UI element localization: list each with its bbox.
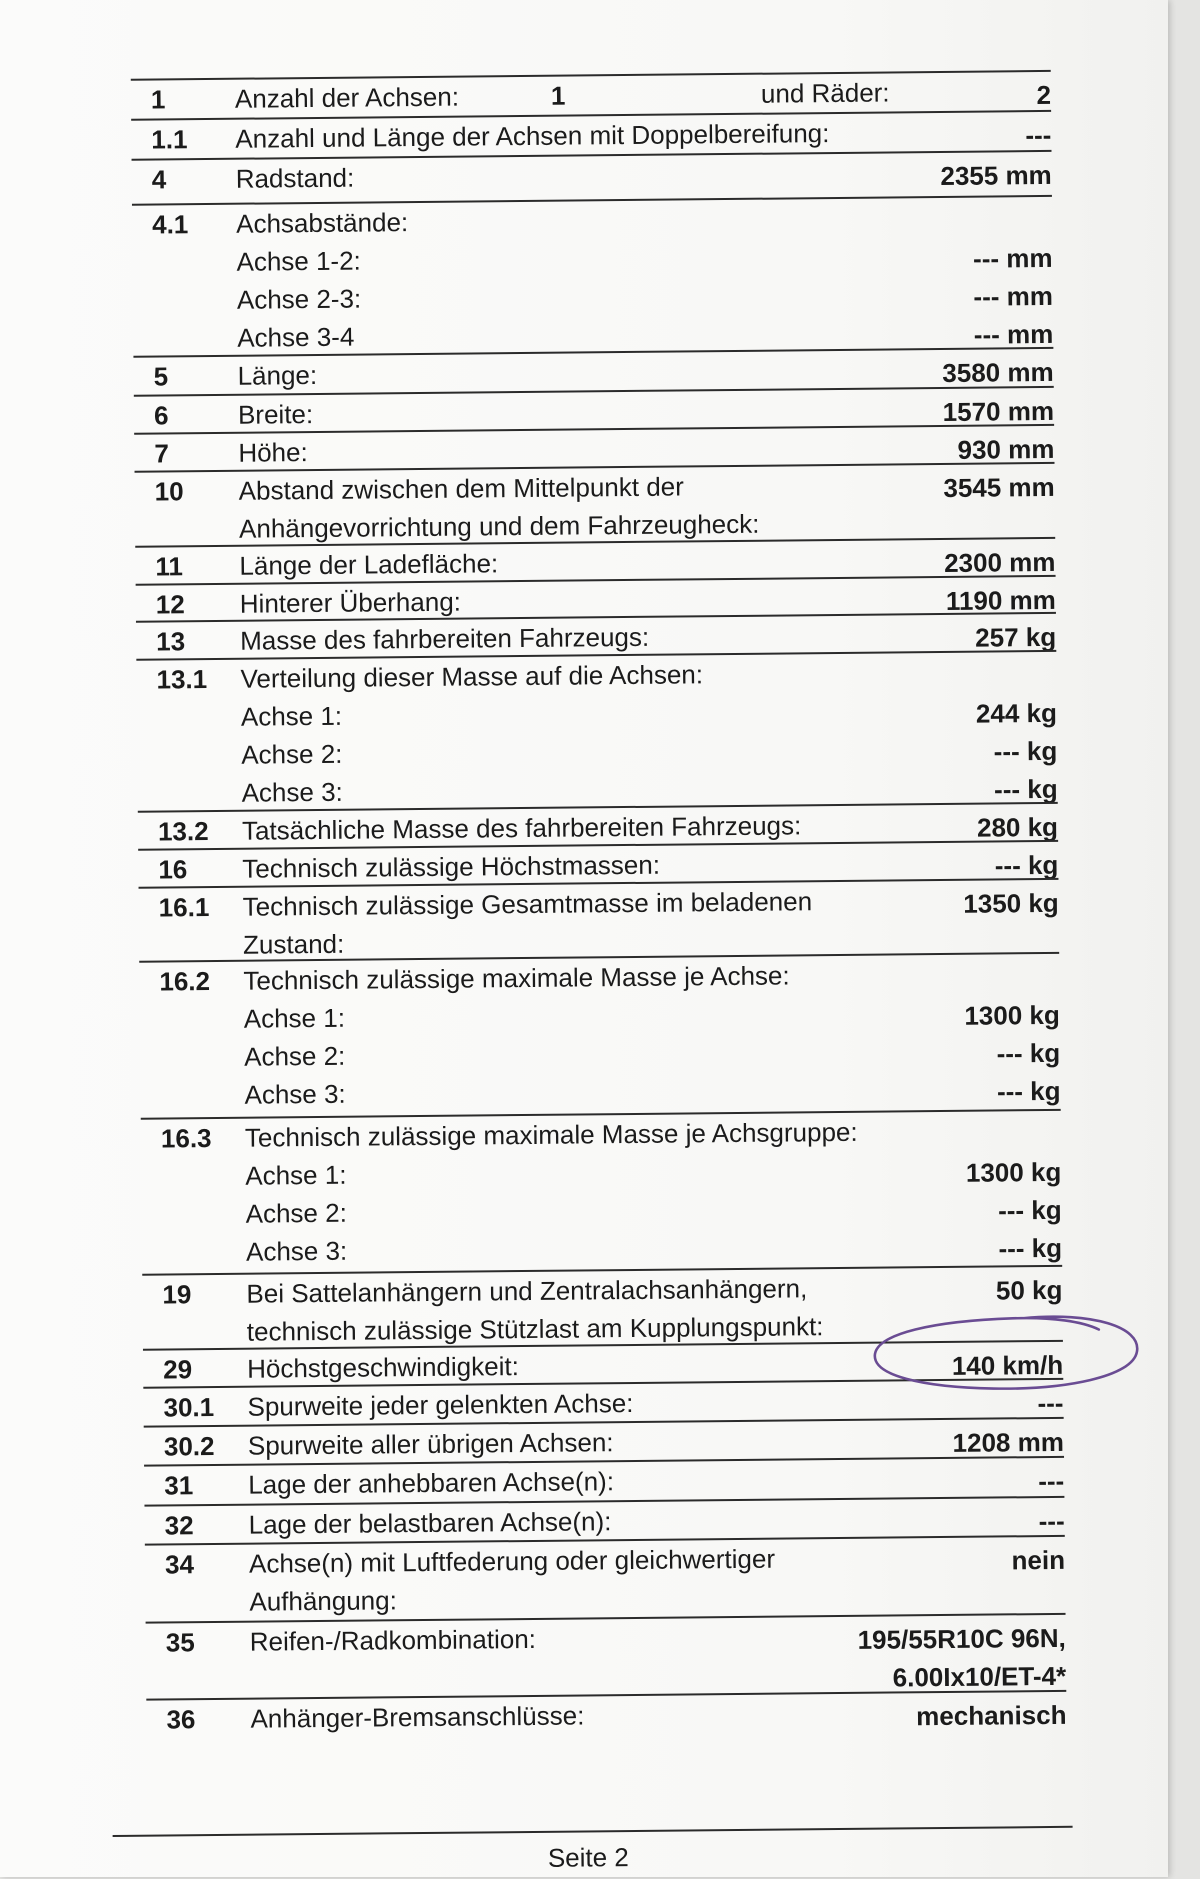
field-value: 2 bbox=[1036, 79, 1052, 111]
sub-value: --- kg bbox=[997, 1194, 1062, 1226]
sub-label: Achse 3-4 bbox=[237, 321, 355, 353]
field-label: Länge: bbox=[237, 359, 318, 391]
sub-label: Achse 1-2: bbox=[236, 245, 361, 277]
page-number: Seite 2 bbox=[547, 1842, 629, 1873]
field-label: Breite: bbox=[237, 399, 314, 430]
field-number: 13.2 bbox=[157, 816, 209, 847]
field-label: Bei Sattelanhängern und Zentralachsanhängern, bbox=[246, 1273, 808, 1309]
sub-label: Achse 1: bbox=[245, 1159, 347, 1191]
sub-value: --- kg bbox=[993, 735, 1058, 767]
field-number: 16.1 bbox=[158, 892, 210, 923]
field-16-1-row bbox=[139, 878, 1060, 965]
field-label: Masse des fahrbereiten Fahrzeugs: bbox=[240, 621, 650, 656]
field-16-2-row bbox=[139, 952, 1060, 1115]
field-value: 50 kg bbox=[995, 1274, 1063, 1306]
field-label: Spurweite aller übrigen Achsen: bbox=[247, 1427, 614, 1461]
max-speed-value: 140 km/h bbox=[951, 1349, 1064, 1381]
sub-value: --- kg bbox=[996, 1075, 1061, 1107]
field-value: 1208 mm bbox=[952, 1426, 1065, 1458]
field-label-continued: technisch zulässige Stützlast am Kupplungspunkt: bbox=[246, 1311, 824, 1347]
handdrawn-circle-annotation bbox=[863, 1307, 1144, 1396]
field-label: Hinterer Überhang: bbox=[239, 586, 462, 619]
field-value: --- bbox=[1025, 119, 1052, 151]
field-label: Achsabstände: bbox=[236, 207, 409, 239]
field-label: Länge der Ladefläche: bbox=[239, 548, 499, 581]
axle-count: 1 bbox=[550, 80, 566, 111]
field-value: --- bbox=[1038, 1465, 1065, 1497]
sub-value: --- mm bbox=[973, 280, 1054, 312]
field-number: 1.1 bbox=[151, 124, 188, 155]
footer-divider bbox=[113, 1826, 1073, 1837]
field-value: 1570 mm bbox=[942, 395, 1055, 427]
sub-label: Achse 3: bbox=[245, 1235, 348, 1267]
field-number: 4.1 bbox=[152, 209, 189, 240]
field-label: Technisch zulässige Gesamtmasse im beladenen bbox=[242, 886, 813, 922]
sub-value: --- mm bbox=[973, 318, 1054, 350]
field-value: 2355 mm bbox=[940, 159, 1052, 191]
field-label: Anzahl der Achsen: bbox=[234, 81, 460, 114]
sub-label: Achse 2: bbox=[241, 738, 343, 770]
sub-value: 1300 kg bbox=[964, 999, 1060, 1031]
sub-label: Achse 3: bbox=[244, 1078, 346, 1110]
sub-label: Achse 2-3: bbox=[236, 283, 362, 315]
field-number: 29 bbox=[163, 1354, 193, 1385]
field-label-continued: Anhängevorrichtung und dem Fahrzeugheck: bbox=[238, 508, 760, 544]
field-label: Höchstgeschwindigkeit: bbox=[247, 1351, 519, 1384]
field-label: Reifen-/Radkombination: bbox=[249, 1623, 537, 1657]
field-number: 34 bbox=[164, 1549, 195, 1580]
field-number: 6 bbox=[153, 400, 169, 431]
sub-label: Achse 1: bbox=[240, 700, 343, 732]
field-number: 13 bbox=[156, 626, 186, 657]
field-label: Anhänger-Bremsanschlüsse: bbox=[250, 1700, 585, 1734]
sub-value: --- kg bbox=[996, 1037, 1061, 1069]
field-13-1-row bbox=[136, 650, 1057, 813]
sub-label: Achse 2: bbox=[244, 1040, 346, 1072]
field-label: Achse(n) mit Luftfederung oder gleichwertiger bbox=[248, 1543, 776, 1579]
field-number: 16 bbox=[158, 854, 188, 885]
field-number: 36 bbox=[166, 1704, 196, 1735]
field-label: Lage der belastbaren Achse(n): bbox=[248, 1506, 612, 1540]
field-label: Lage der anhebbaren Achse(n): bbox=[248, 1466, 615, 1500]
field-value: 3580 mm bbox=[942, 356, 1054, 388]
field-4-1-row bbox=[132, 195, 1053, 358]
field-number: 30.1 bbox=[163, 1392, 215, 1423]
field-value: 257 kg bbox=[975, 621, 1057, 653]
field-value: 280 kg bbox=[976, 811, 1059, 843]
sub-row bbox=[142, 1225, 1062, 1272]
field-label: Verteilung dieser Masse auf die Achsen: bbox=[240, 659, 704, 694]
field-number: 19 bbox=[162, 1279, 192, 1310]
sub-label: Achse 1: bbox=[243, 1002, 346, 1034]
sub-value: --- mm bbox=[972, 242, 1053, 274]
field-label: Spurweite jeder gelenkten Achse: bbox=[247, 1387, 634, 1422]
field-value: --- bbox=[1038, 1505, 1065, 1537]
field-value: --- kg bbox=[994, 849, 1059, 881]
field-number: 7 bbox=[154, 438, 169, 469]
field-value: 2300 mm bbox=[943, 546, 1056, 578]
field-16-3-row bbox=[141, 1109, 1062, 1272]
field-number: 11 bbox=[155, 551, 184, 582]
field-36-row bbox=[146, 1690, 1066, 1739]
sub-value: 244 kg bbox=[975, 697, 1058, 729]
field-number: 35 bbox=[165, 1627, 195, 1658]
field-value: nein bbox=[1011, 1544, 1066, 1576]
sub-value: --- kg bbox=[998, 1232, 1063, 1264]
field-number: 5 bbox=[153, 361, 169, 392]
field-label: Radstand: bbox=[235, 162, 355, 194]
field-number: 12 bbox=[155, 589, 185, 620]
field-label-continued: Zustand: bbox=[242, 928, 345, 960]
field-35-row bbox=[146, 1613, 1067, 1700]
field-34-row bbox=[145, 1535, 1066, 1622]
field-10-row bbox=[135, 462, 1056, 549]
field-value: 1190 mm bbox=[945, 584, 1056, 616]
field-number: 4 bbox=[151, 164, 167, 195]
field-number: 1 bbox=[150, 84, 166, 115]
field-value: 195/55R10C 96N, bbox=[857, 1622, 1066, 1655]
field-number: 16.2 bbox=[159, 966, 211, 997]
field-number: 32 bbox=[164, 1510, 194, 1541]
field-number: 31 bbox=[164, 1470, 194, 1501]
field-value: 1350 kg bbox=[963, 887, 1059, 919]
field-number: 13.1 bbox=[156, 664, 208, 695]
sub-label: Achse 3: bbox=[241, 776, 343, 808]
field-label: Anzahl und Länge der Achsen mit Doppelbereifung: bbox=[235, 118, 830, 154]
field-label-continued: Aufhängung: bbox=[249, 1585, 397, 1617]
field-number: 16.3 bbox=[160, 1123, 212, 1154]
field-value-continued: 6.00Ix10/ET-4* bbox=[892, 1660, 1067, 1693]
sub-value: 1300 kg bbox=[965, 1156, 1062, 1188]
field-label: Abstand zwischen dem Mittelpunkt der bbox=[238, 471, 684, 506]
field-4-row bbox=[132, 150, 1052, 199]
field-value: --- bbox=[1037, 1387, 1064, 1419]
field-number: 10 bbox=[154, 476, 184, 507]
sub-value: --- kg bbox=[993, 773, 1058, 805]
field-label: Tatsächliche Masse des fahrbereiten Fahrzeugs: bbox=[241, 810, 802, 846]
field-value: 3545 mm bbox=[943, 471, 1055, 503]
field-value: 930 mm bbox=[957, 433, 1055, 465]
field-number: 30.2 bbox=[163, 1431, 215, 1462]
field-value: mechanisch bbox=[916, 1699, 1067, 1732]
field-label: Technisch zulässige maximale Masse je Achsgruppe: bbox=[244, 1116, 858, 1153]
sub-label: Achse 2: bbox=[245, 1197, 347, 1229]
field-label: Technisch zulässige maximale Masse je Achse: bbox=[243, 960, 790, 996]
field-label: Höhe: bbox=[238, 437, 308, 468]
field-label: Technisch zulässige Höchstmassen: bbox=[242, 849, 661, 884]
sub-row bbox=[140, 1068, 1060, 1115]
wheels-label: und Räder: bbox=[760, 77, 890, 109]
